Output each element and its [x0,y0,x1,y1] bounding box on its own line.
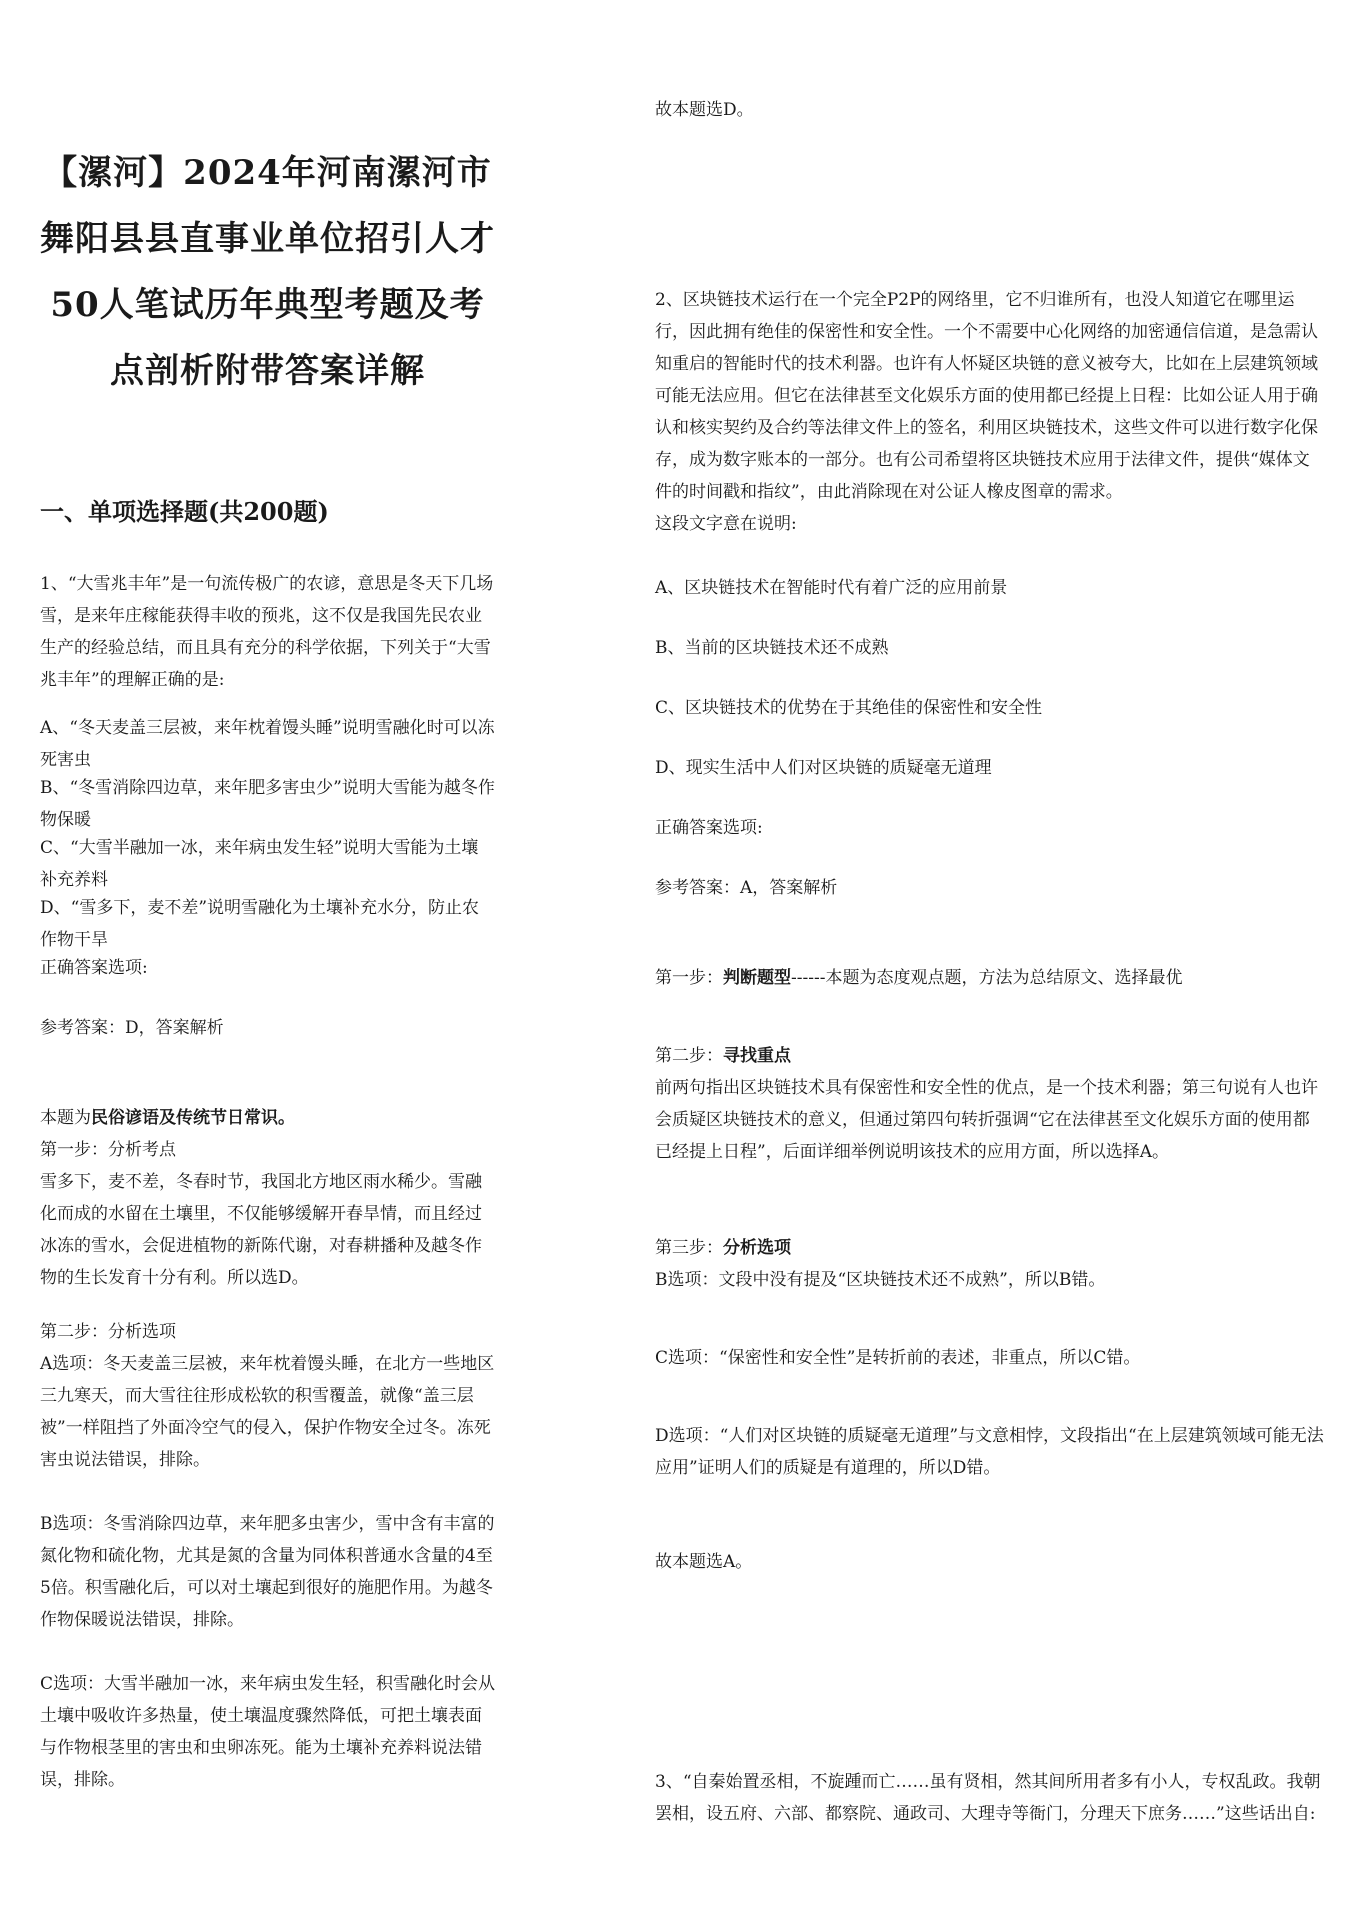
q1-option-d: D、“雪多下，麦不差”说明雪融化为土壤补充水分，防止农作物干旱 [40,898,480,950]
q1-topic-bold: 民俗谚语及传统节日常识。 [91,1108,295,1128]
q2-reference-answer: 参考答案：A，答案解析 [655,878,838,898]
q1-option-b: B、“冬雪消除四边草，来年肥多害虫少”说明大雪能为越冬作物保暖 [40,778,495,830]
q1-analysis-c: C选项：大雪半融加一冰，来年病虫发生轻，积雪融化时会从土壤中吸收许多热量，使土壤温度骤然降低，可把土壤表面与作物根茎里的害虫和虫卵冻死。能为土壤补充养料说法错误，排除。 [40,1674,496,1790]
q2-conclusion: 故本题选A。 [655,1552,753,1572]
q2-stem: 2、区块链技术运行在一个完全P2P的网络里，它不归谁所有，也没人知道它在哪里运行，因此拥有绝佳的保密性和安全性。一个不需要中心化网络的加密通信信道，是急需认知重启的智能时代的技术利器。也许有人怀疑区块链的意义被夸大，比如在上层建筑领域可能无法应用。但它在法律甚至文化娱乐方面的使用都已经提上日程：比如公证人用于确认和核实契约及合约等法律文件上的签名，利用区块链技术，这些文件可以进行数字化保存，成为数字账本的一部分。也有公司希望将区块链技术应用于法律文件，提供“媒体文件的时间戳和指纹”，由此消除现在对公证人橡皮图章的需求。 [655,290,1318,502]
q1-stem: 1、“大雪兆丰年”是一句流传极广的农谚，意思是冬天下几场雪，是来年庄稼能获得丰收的预兆，这不仅是我国先民农业生产的经验总结，而且具有充分的科学依据，下列关于“大雪兆丰年”的理解正确的是: [40,574,494,690]
q2-step3-bold: 分析选项 [723,1238,791,1258]
q2-option-c: C、区块链技术的优势在于其绝佳的保密性和安全性 [655,698,1043,718]
q2-step1-prefix: 第一步： [655,968,723,988]
q2-option-b: B、当前的区块链技术还不成熟 [655,638,889,658]
q2-analysis-b: B选项：文段中没有提及“区块链技术还不成熟”，所以B错。 [655,1270,1106,1290]
q2-step1 [655,962,1325,994]
q2-step2 [655,1040,1325,1072]
q1-conclusion: 故本题选D。 [655,100,754,120]
q1-step1-title: 第一步：分析考点 [40,1140,176,1160]
q2-step2-bold: 寻找重点 [723,1046,791,1066]
q1-option-a: A、“冬天麦盖三层被，来年枕着馒头睡”说明雪融化时可以冻死害虫 [40,718,495,770]
q3-stem: 3、“自秦始置丞相，不旋踵而亡……虽有贤相，然其间所用者多有小人，专权乱政。我朝罢相，设五府、六部、都察院、通政司、大理寺等衙门，分理天下庶务……”这些话出自: [655,1772,1321,1824]
q2-analysis-c: C选项：“保密性和安全性”是转折前的表述，非重点，所以C错。 [655,1348,1141,1368]
q2-question: 这段文字意在说明: [655,514,797,534]
q1-analysis-a: A选项：冬天麦盖三层被，来年枕着馒头睡，在北方一些地区三九寒天，而大雪往往形成松软的积雪覆盖，就像“盖三层被”一样阻挡了外面冷空气的侵入，保护作物安全过冬。冻死害虫说法错误，排除。 [40,1354,495,1470]
document-title: 【漯河】2024年河南漯河市舞阳县县直事业单位招引人才50人笔试历年典型考题及考点剖析附带答案详解 [40,153,495,391]
q2-option-a: A、区块链技术在智能时代有着广泛的应用前景 [655,578,1008,598]
q1-answer-label: 正确答案选项: [40,958,148,978]
q1-reference-answer: 参考答案：D，答案解析 [40,1018,224,1038]
q1-topic [40,1102,495,1134]
q2-step2-prefix: 第二步： [655,1046,723,1066]
q1-step1-text: 雪多下，麦不差，冬春时节，我国北方地区雨水稀少。雪融化而成的水留在土壤里，不仅能够缓解开春旱情，而且经过冰冻的雪水，会促进植物的新陈代谢，对春耕播种及越冬作物的生长发育十分有利。所以选D。 [40,1172,482,1288]
q2-analysis-d: D选项：“人们对区块链的质疑毫无道理”与文意相悖，文段指出“在上层建筑领域可能无法应用”证明人们的质疑是有道理的，所以D错。 [655,1426,1324,1478]
q2-step3-prefix: 第三步： [655,1238,723,1258]
q1-analysis-b: B选项：冬雪消除四边草，来年肥多虫害少，雪中含有丰富的氮化物和硫化物，尤其是氮的含量为同体积普通水含量的4至5倍。积雪融化后，可以对土壤起到很好的施肥作用。为越冬作物保暖说法错误，排除。 [40,1514,495,1630]
q2-option-d: D、现实生活中人们对区块链的质疑毫无道理 [655,758,992,778]
q2-step3 [655,1232,1325,1264]
section-heading: 一、单项选择题(共200题) [40,497,329,526]
q2-step1-text: ------本题为态度观点题，方法为总结原文、选择最优 [791,968,1183,988]
q2-step2-text: 前两句指出区块链技术具有保密性和安全性的优点，是一个技术利器；第三句说有人也许会质疑区块链技术的意义，但通过第四句转折强调“它在法律甚至文化娱乐方面的使用都已经提上日程”，后面详细举例说明该技术的应用方面，所以选择A。 [655,1078,1318,1162]
q1-topic-prefix: 本题为 [40,1108,91,1128]
q1-step2-title: 第二步：分析选项 [40,1322,176,1342]
q1-option-c: C、“大雪半融加一冰，来年病虫发生轻”说明大雪能为土壤补充养料 [40,838,479,890]
q2-answer-label: 正确答案选项: [655,818,763,838]
q2-step1-bold: 判断题型 [723,968,791,988]
